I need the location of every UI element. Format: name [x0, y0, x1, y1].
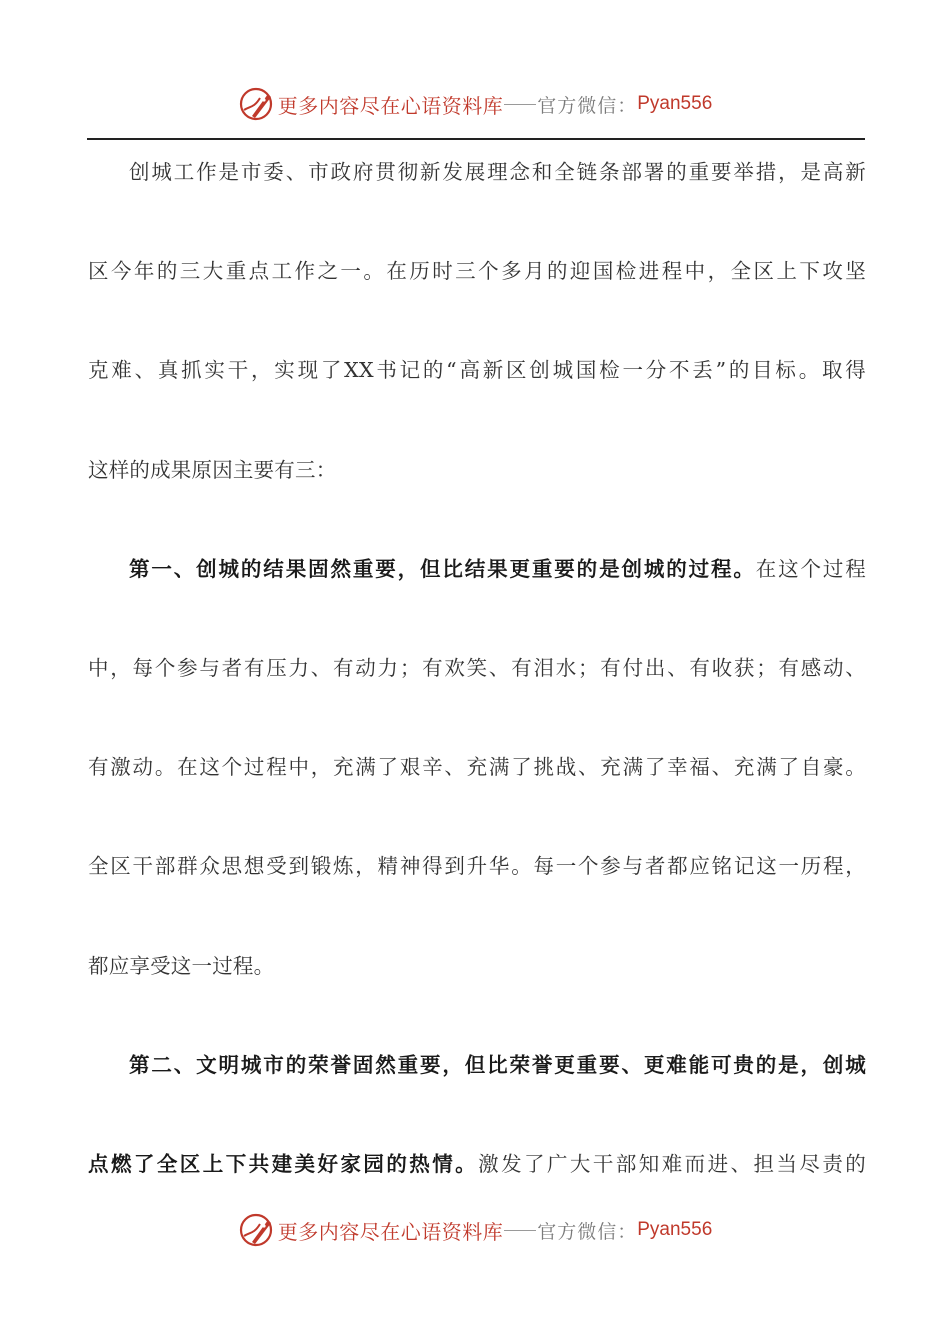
footer-brand-text: 更多内容尽在心语资料库 — [277, 1219, 504, 1244]
pen-logo-icon — [238, 86, 274, 122]
paragraph-1-line-3: 克难、真抓实干，实现了XX书记的“高新区创城国检一分不丢”的目标。取得 — [88, 358, 866, 383]
paragraph-2-line-4: 全区干部群众思想受到锻炼，精神得到升华。每一个参与者都应铭记这一历程， — [88, 854, 866, 879]
paragraph-1-line-1: 创城工作是市委、市政府贯彻新发展理念和全链条部署的重要举措，是高新 — [129, 160, 866, 184]
paragraph-2-line-1-rest: 在这个过程 — [755, 556, 867, 581]
header-brand-text: 更多内容尽在心语资料库 — [277, 93, 504, 118]
footer-banner — [0, 1210, 950, 1250]
footer-dash — [504, 1230, 536, 1231]
paragraph-1-line-2: 区今年的三大重点工作之一。在历时三个多月的迎国检进程中，全区上下攻坚 — [88, 259, 866, 284]
paragraph-2-line-2: 中，每个参与者有压力、有动力；有欢笑、有泪水；有付出、有收获；有感动、 — [88, 655, 866, 680]
footer-wechat-id: Pyan556 — [637, 1219, 713, 1240]
footer-wechat-label: 官方微信： — [537, 1220, 638, 1243]
header-banner — [0, 84, 950, 124]
header-wechat-id: Pyan556 — [637, 93, 713, 114]
paragraph-3-line-2-rest: 激发了广大干部知难而进、担当尽责的 — [478, 1151, 866, 1176]
point-two-heading-cont: 点燃了全区上下共建美好家园的热情。 — [88, 1151, 479, 1176]
header-dash — [504, 104, 536, 105]
header-divider — [87, 138, 865, 140]
paragraph-2-line-5: 都应享受这一过程。 — [88, 953, 275, 978]
point-two-heading: 第二、文明城市的荣誉固然重要，但比荣誉更重要、更难能可贵的是，创城 — [129, 1052, 866, 1077]
paragraph-3-line-1 — [88, 1041, 866, 1140]
paragraph-2-line-1 — [88, 545, 866, 644]
paragraph-2-line-3: 有激动。在这个过程中，充满了艰辛、充满了挑战、充满了幸福、充满了自豪。 — [88, 755, 866, 780]
header-wechat-label: 官方微信： — [537, 94, 638, 117]
paragraph-1-line-4: 这样的成果原因主要有三： — [88, 457, 337, 482]
pen-logo-icon — [238, 1212, 274, 1248]
document-body — [88, 148, 866, 1239]
point-one-heading: 第一、创城的结果固然重要，但比结果更重要的是创城的过程。 — [129, 556, 756, 581]
